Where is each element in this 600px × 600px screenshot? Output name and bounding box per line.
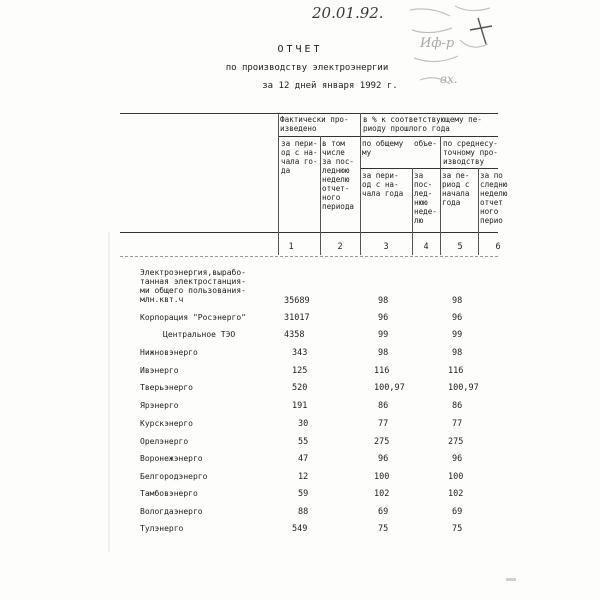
value-percent-period: 75 [378,524,389,534]
value-percent-daily: 99 [452,330,463,340]
value-percent-daily: 98 [452,348,463,358]
value-percent-daily: 100,97 [448,383,479,393]
value-percent-daily: 96 [452,454,463,464]
value-actual: 47 [298,454,309,464]
table-top-rule [120,113,498,114]
value-actual: 35689 [284,296,310,306]
value-percent-period: 69 [378,507,389,517]
value-percent-daily: 102 [448,489,464,499]
header-percent: в % к соответствующему пе- риоду прошлого года [363,115,482,133]
handwritten-note: вх. [440,72,458,86]
value-actual: 191 [292,401,308,411]
value-percent-period: 99 [378,330,389,340]
column-divider [320,136,321,255]
row-label: Ярэнерго [140,401,179,410]
row-label: Электроэнергия,вырабо- танная электростанция- ми общего пользования- млн.квт.ч [140,268,246,304]
column-number: 3 [383,242,389,252]
value-percent-daily: 98 [452,296,463,306]
header-volume: объе- [414,139,437,148]
header-total: по общему му [362,139,404,157]
column-divider [360,113,361,255]
row-label: Курскэнерго [140,419,193,428]
value-percent-period: 96 [378,454,389,464]
header-bottom-rule [120,232,498,233]
row-label: Центральное ТЭО [163,330,236,339]
header-daily: по среднесу- точному про- изводству [443,139,498,166]
header-daily-period: за пе- риод с начала года [442,171,470,207]
column-number: 5 [457,242,463,252]
column-number: 4 [423,242,429,252]
header-last-week: в том числе за пос- леднюю неделю отчет- ного периода [322,139,355,211]
value-actual: 31017 [284,313,310,323]
value-percent-daily: 116 [448,366,464,376]
row-label: Нижновэнерго [140,348,198,357]
value-percent-period: 98 [378,348,389,358]
column-divider [478,168,479,255]
row-label: Корпорация "Росэнерго" [140,313,246,322]
row-label: Белгородэнерго [140,472,208,481]
value-actual: 30 [298,419,309,429]
column-divider [412,168,413,255]
value-percent-period: 98 [378,296,389,306]
handwritten-note: Иф-р [420,36,455,51]
value-percent-daily: 275 [448,437,464,447]
value-percent-daily: 86 [452,401,463,411]
value-percent-daily: 69 [452,507,463,517]
value-percent-period: 100 [374,472,390,482]
column-divider [278,113,279,255]
column-number: 6 [495,242,501,252]
scan-mark [506,578,516,581]
value-actual: 343 [292,348,308,358]
handwritten-scribble [400,0,500,100]
column-number-rule [120,256,498,257]
value-percent-period: 96 [378,313,389,323]
value-percent-daily: 77 [452,419,463,429]
value-actual: 88 [298,507,309,517]
value-percent-period: 275 [374,437,390,447]
document-title: ОТЧЕТ [277,44,323,55]
value-actual: 59 [298,489,309,499]
document-subtitle: по производству электроэнергии [225,63,389,73]
row-label: Ивэнерго [140,366,179,375]
header-daily-week: за по следню неделю отчет ного перио [480,171,508,225]
row-label: Вологдаэнерго [140,507,203,516]
row-label: Воронежэнерго [140,454,203,463]
scan-mark [108,232,110,552]
value-percent-period: 77 [378,419,389,429]
row-label: Тулэнерго [140,524,184,533]
row-label: Тамбовэнерго [140,489,198,498]
column-number: 1 [288,242,294,252]
row-label: Орелэнерго [140,437,189,446]
value-actual: 520 [292,383,308,393]
header-period: за пери- од с на- чала го- да [281,139,318,175]
value-percent-period: 100,97 [374,383,405,393]
value-percent-daily: 96 [452,313,463,323]
value-percent-period: 86 [378,401,389,411]
value-actual: 549 [292,524,308,534]
row-label: Тверьэнерго [140,383,193,392]
header-volume-week: за пос- лед- нюю неде- лю [414,171,437,225]
value-actual: 55 [298,437,309,447]
value-actual: 12 [298,472,309,482]
header-total-period: за пери- од с на- чала года [362,171,404,198]
value-actual: 125 [292,366,308,376]
value-percent-daily: 100 [448,472,464,482]
value-percent-period: 116 [374,366,390,376]
column-divider [440,136,441,255]
value-actual: 4358 [284,330,305,340]
handwritten-date: 20.01.92. [312,4,384,22]
document-period: за 12 дней января 1992 г. [262,81,398,91]
column-number: 2 [337,242,343,252]
value-percent-period: 102 [374,489,390,499]
header-actual: Фактически про- изведено [280,115,349,133]
header-mid-rule [278,136,498,137]
value-percent-daily: 75 [452,524,463,534]
